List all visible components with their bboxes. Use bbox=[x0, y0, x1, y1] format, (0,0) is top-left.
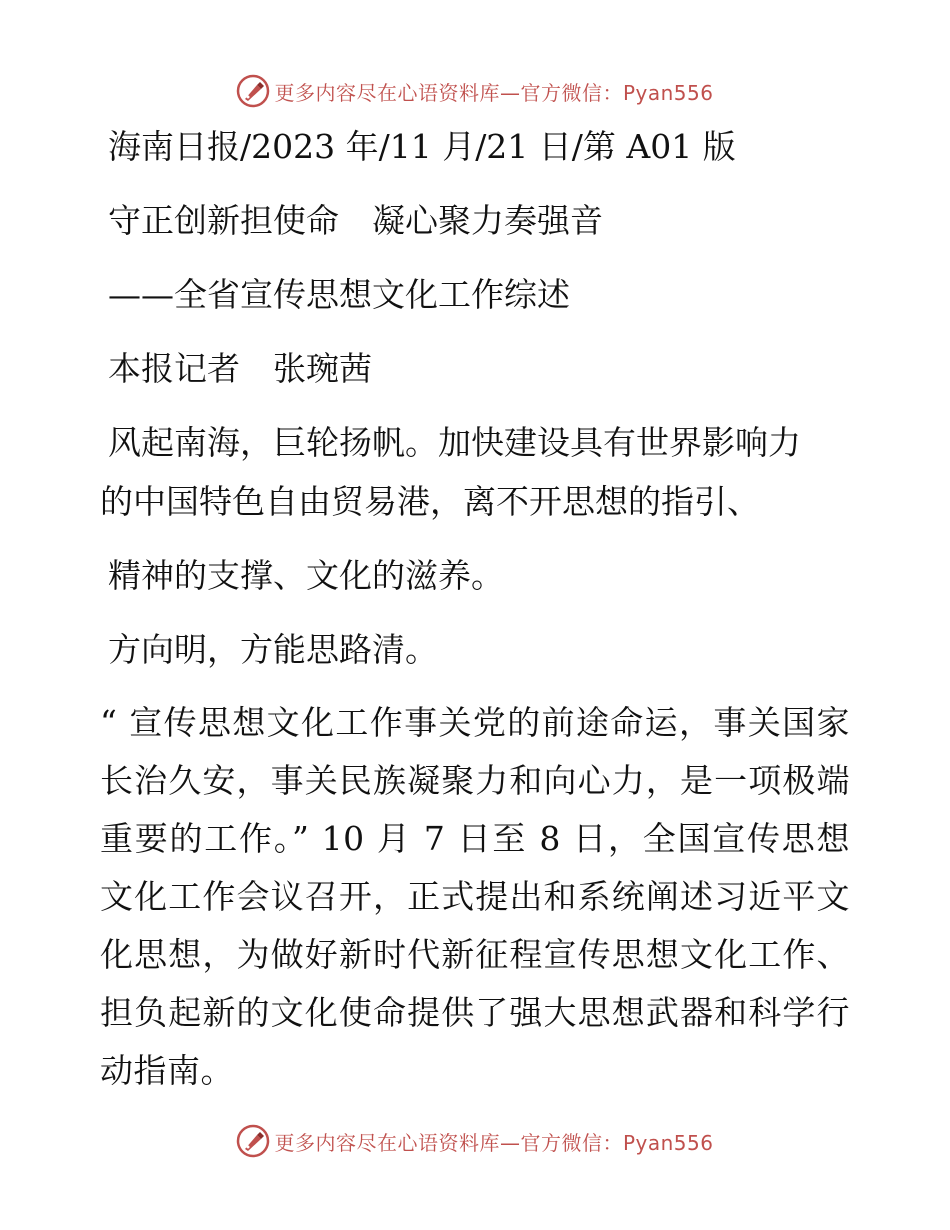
paragraph-1-line-1: 风起南海，巨轮扬帆。加快建设具有世界影响力 bbox=[108, 423, 801, 462]
pen-logo-icon bbox=[236, 74, 270, 108]
bottom-banner bbox=[0, 1124, 950, 1158]
bottom-banner-text: 更多内容尽在心语资料库—官方微信：Pyan556 bbox=[274, 1130, 714, 1155]
dateline: 海南日报/2023 年/11 月/21 日/第 A01 版 bbox=[108, 127, 736, 166]
paragraph-3: “ 宣传思想文化工作事关党的前途命运，事关国家长治久安，事关民族凝聚力和向心力，是一项极端重要的工作。” 10 月 7 日至 8 日，全国宣传思想文化工作会议召开，正式提出和系统阐述习近平文化思想，为做好新时代新征程宣传思想文化工作、担负起新的文化使命提供了强大思想武器和科学行动指南。 bbox=[100, 703, 850, 1090]
pen-logo-icon bbox=[236, 1124, 270, 1158]
top-banner bbox=[0, 74, 950, 108]
paragraph-1-line-3: 精神的支撑、文化的滋养。 bbox=[108, 556, 504, 595]
headline: 守正创新担使命 凝心聚力奏强音 bbox=[108, 201, 603, 240]
paragraph-1-line-2: 的中国特色自由贸易港，离不开思想的指引、 bbox=[100, 482, 760, 521]
top-banner-text: 更多内容尽在心语资料库—官方微信：Pyan556 bbox=[274, 80, 714, 105]
byline: 本报记者 张琬茜 bbox=[108, 349, 372, 388]
subheadline: ——全省宣传思想文化工作综述 bbox=[108, 275, 570, 314]
paragraph-2: 方向明，方能思路清。 bbox=[108, 630, 438, 669]
